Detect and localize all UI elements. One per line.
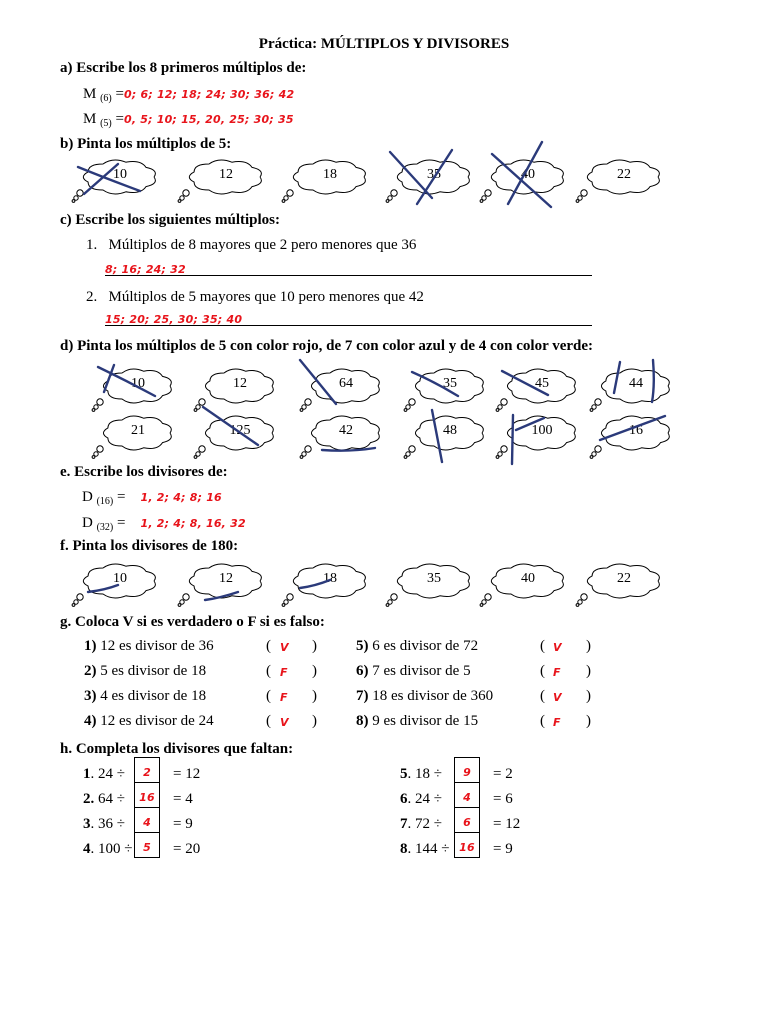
section-c-heading: c) Escribe los siguientes múltiplos: [60,212,280,228]
cloud-number: 48 [443,423,457,438]
section-h-heading: h. Completa los divisores que faltan: [60,741,294,757]
cloud-number: 12 [233,376,247,391]
statement-num: 6) [356,663,369,679]
cloud-number: 40 [521,167,535,182]
division-result: = 12 [493,816,521,832]
cloud-number: 35 [427,167,441,182]
division-left: . 24 ÷ [407,791,442,807]
missing-divisor-answer: 4 [143,816,151,829]
true-false-statement [84,663,206,680]
division-result: = 12 [173,766,201,782]
cloud-number: 18 [323,167,337,182]
cloud-number: 10 [131,376,145,391]
divisor-cloud [576,564,664,613]
set-prefix: D [82,489,93,505]
true-false-answer: F [280,666,288,679]
true-false-answer: F [553,666,561,679]
answer-box[interactable] [454,757,480,783]
divisors-32-row [82,515,246,533]
division-result: = 20 [173,841,201,857]
multiple-cloud [386,160,474,209]
division-result: = 4 [173,791,193,807]
multiple-cloud [480,160,568,209]
division-result: = 6 [493,791,513,807]
color-cloud [92,416,176,465]
true-false-statement [84,713,214,730]
true-false-answer: F [280,691,288,704]
page-title [0,36,768,53]
divisor-cloud [282,564,370,613]
color-cloud [300,416,384,465]
title-text: Práctica: MÚLTIPLOS Y DIVISORES [258,36,510,52]
cloud-number: 35 [427,571,441,586]
c-item-1-answer: 8; 16; 24; 32 [105,263,186,276]
answer-paren-open: ( [266,688,271,704]
cloud-number: 16 [629,423,643,438]
statement-num: 5) [356,638,369,654]
set-prefix: M [83,111,97,127]
multiple-cloud [178,160,266,209]
cloud-number: 42 [339,423,353,438]
division-expression [400,766,442,783]
answer-paren-open: ( [266,638,271,654]
section-e-heading: e. Escribe los divisores de: [60,464,228,480]
missing-divisor-answer: 9 [463,766,471,779]
statement-text: 12 es divisor de 36 [96,638,214,654]
multiple-cloud [72,160,160,209]
c-item-text: Múltiplos de 5 mayores que 10 pero menores que 42 [108,289,424,305]
set-equals: = [115,86,124,102]
divisor-cloud [386,564,474,613]
multiples-5-row [83,111,294,129]
statement-text: 18 es divisor de 360 [368,688,494,704]
color-cloud [300,369,384,418]
division-left: . 144 ÷ [407,841,450,857]
cloud-number: 100 [531,423,553,438]
section-a-heading: a) Escribe los 8 primeros múltiplos de: [60,60,307,76]
division-expression [83,766,125,783]
set-equals: = [117,489,126,505]
set-equals: = [117,515,126,531]
item-num: 4 [83,841,91,857]
cloud-number: 40 [521,571,535,586]
division-result: = 2 [493,766,513,782]
true-false-answer: V [280,716,289,729]
division-expression [83,791,125,808]
divisors-16-row [82,489,222,507]
set-subscript: (16) [96,496,114,507]
set-prefix: M [83,86,97,102]
section-d-heading: d) Pinta los múltiplos de 5 con color rojo, de 7 con color azul y de 4 con color verde: [60,338,594,354]
item-num: 1 [83,766,91,782]
division-expression [83,841,132,858]
cloud-number: 35 [443,376,457,391]
set-equals: = [115,111,124,127]
cloud-number: 44 [629,376,643,391]
item-num: 5 [400,766,408,782]
division-expression [400,816,442,833]
divisor-cloud [178,564,266,613]
statement-num: 7) [356,688,369,704]
cloud-number: 22 [617,167,631,182]
divisors-32-answer: 1, 2; 4; 8, 16, 32 [140,517,246,530]
answer-paren-open: ( [540,688,545,704]
statement-num: 8) [356,713,369,729]
true-false-statement [356,663,471,680]
cloud-number: 64 [339,376,353,391]
section-b-heading: b) Pinta los múltiplos de 5: [60,136,232,152]
color-cloud [590,369,674,418]
division-left: . 24 ÷ [90,766,125,782]
division-expression [83,816,125,833]
color-cloud [496,416,580,465]
answer-paren-close: ) [586,688,591,704]
multiples-6-row [83,86,294,104]
c-item-num: 2. [86,289,98,305]
set-subscript: (32) [96,522,114,533]
statement-text: 12 es divisor de 24 [96,713,214,729]
c-item-1 [86,237,416,254]
c-item-2-answer: 15; 20; 25, 30; 35; 40 [105,313,243,326]
answer-paren-open: ( [266,713,271,729]
answer-box[interactable] [134,807,160,833]
division-expression [400,791,442,808]
statement-num: 4) [84,713,97,729]
division-result: = 9 [493,841,513,857]
set-prefix: D [82,515,93,531]
divisors-16-answer: 1, 2; 4; 8; 16 [140,491,222,504]
cloud-number: 21 [131,423,145,438]
color-cloud [92,369,176,418]
set-subscript: (5) [100,118,112,129]
answer-paren-close: ) [312,638,317,654]
statement-text: 5 es divisor de 18 [96,663,207,679]
multiple-cloud [576,160,664,209]
statement-text: 9 es divisor de 15 [368,713,479,729]
answer-paren-close: ) [586,713,591,729]
statement-text: 7 es divisor de 5 [368,663,471,679]
c-item-text: Múltiplos de 8 mayores que 2 pero menores que 36 [108,237,417,253]
division-left: . 36 ÷ [90,816,125,832]
answer-box[interactable] [134,757,160,783]
division-left: . 18 ÷ [407,766,442,782]
item-num: 2. [83,791,95,807]
cloud-number: 45 [535,376,549,391]
true-false-statement [356,713,478,730]
answer-paren-open: ( [540,713,545,729]
answer-paren-close: ) [586,663,591,679]
missing-divisor-answer: 16 [459,841,475,854]
multiple-cloud [282,160,370,209]
true-false-answer: V [280,641,289,654]
item-num: 8 [400,841,408,857]
statement-num: 2) [84,663,97,679]
divisor-cloud [72,564,160,613]
answer-paren-close: ) [312,713,317,729]
division-left: . 72 ÷ [407,816,442,832]
statement-text: 6 es divisor de 72 [368,638,479,654]
true-false-answer: F [553,716,561,729]
color-cloud [404,416,488,465]
item-num: 7 [400,816,408,832]
true-false-statement [356,638,478,655]
answer-paren-open: ( [540,638,545,654]
cloud-number: 10 [113,167,127,182]
statement-num: 3) [84,688,97,704]
c-item-num: 1. [86,237,98,253]
item-num: 6 [400,791,408,807]
section-g-heading: g. Coloca V si es verdadero o F si es falso: [60,614,325,630]
color-cloud [496,369,580,418]
answer-box[interactable] [134,782,160,808]
color-cloud [590,416,674,465]
missing-divisor-answer: 4 [463,791,471,804]
missing-divisor-answer: 2 [143,766,151,779]
true-false-statement [84,638,214,655]
multiples-5-answer: 0, 5; 10; 15, 20, 25; 30; 35 [123,113,294,126]
division-left: . 100 ÷ [90,841,133,857]
statement-text: 4 es divisor de 18 [96,688,207,704]
answer-box[interactable] [454,782,480,808]
c-item-2 [86,289,424,306]
division-result: = 9 [173,816,193,832]
set-subscript: (6) [100,93,112,104]
division-expression [400,841,449,858]
true-false-statement [356,688,493,705]
color-cloud [404,369,488,418]
answer-line [105,325,592,326]
color-cloud [194,369,278,418]
true-false-answer: V [553,691,562,704]
divisor-cloud [480,564,568,613]
missing-divisor-answer: 6 [463,816,471,829]
cloud-number: 22 [617,571,631,586]
answer-paren-close: ) [586,638,591,654]
division-left: 64 ÷ [94,791,125,807]
answer-paren-open: ( [540,663,545,679]
item-num: 3 [83,816,91,832]
cloud-number: 10 [113,571,127,586]
true-false-statement [84,688,206,705]
color-cloud [194,416,278,465]
answer-paren-open: ( [266,663,271,679]
cloud-number: 125 [229,423,251,438]
statement-num: 1) [84,638,97,654]
true-false-answer: V [553,641,562,654]
cloud-number: 12 [219,167,233,182]
cloud-number: 18 [323,571,337,586]
section-f-heading: f. Pinta los divisores de 180: [60,538,239,554]
answer-box[interactable] [134,832,160,858]
answer-line [105,275,592,276]
cloud-number: 12 [219,571,233,586]
missing-divisor-answer: 5 [143,841,151,854]
multiples-6-answer: 0; 6; 12; 18; 24; 30; 36; 42 [123,88,295,101]
missing-divisor-answer: 16 [139,791,155,804]
answer-box[interactable] [454,832,480,858]
answer-paren-close: ) [312,663,317,679]
answer-paren-close: ) [312,688,317,704]
answer-box[interactable] [454,807,480,833]
